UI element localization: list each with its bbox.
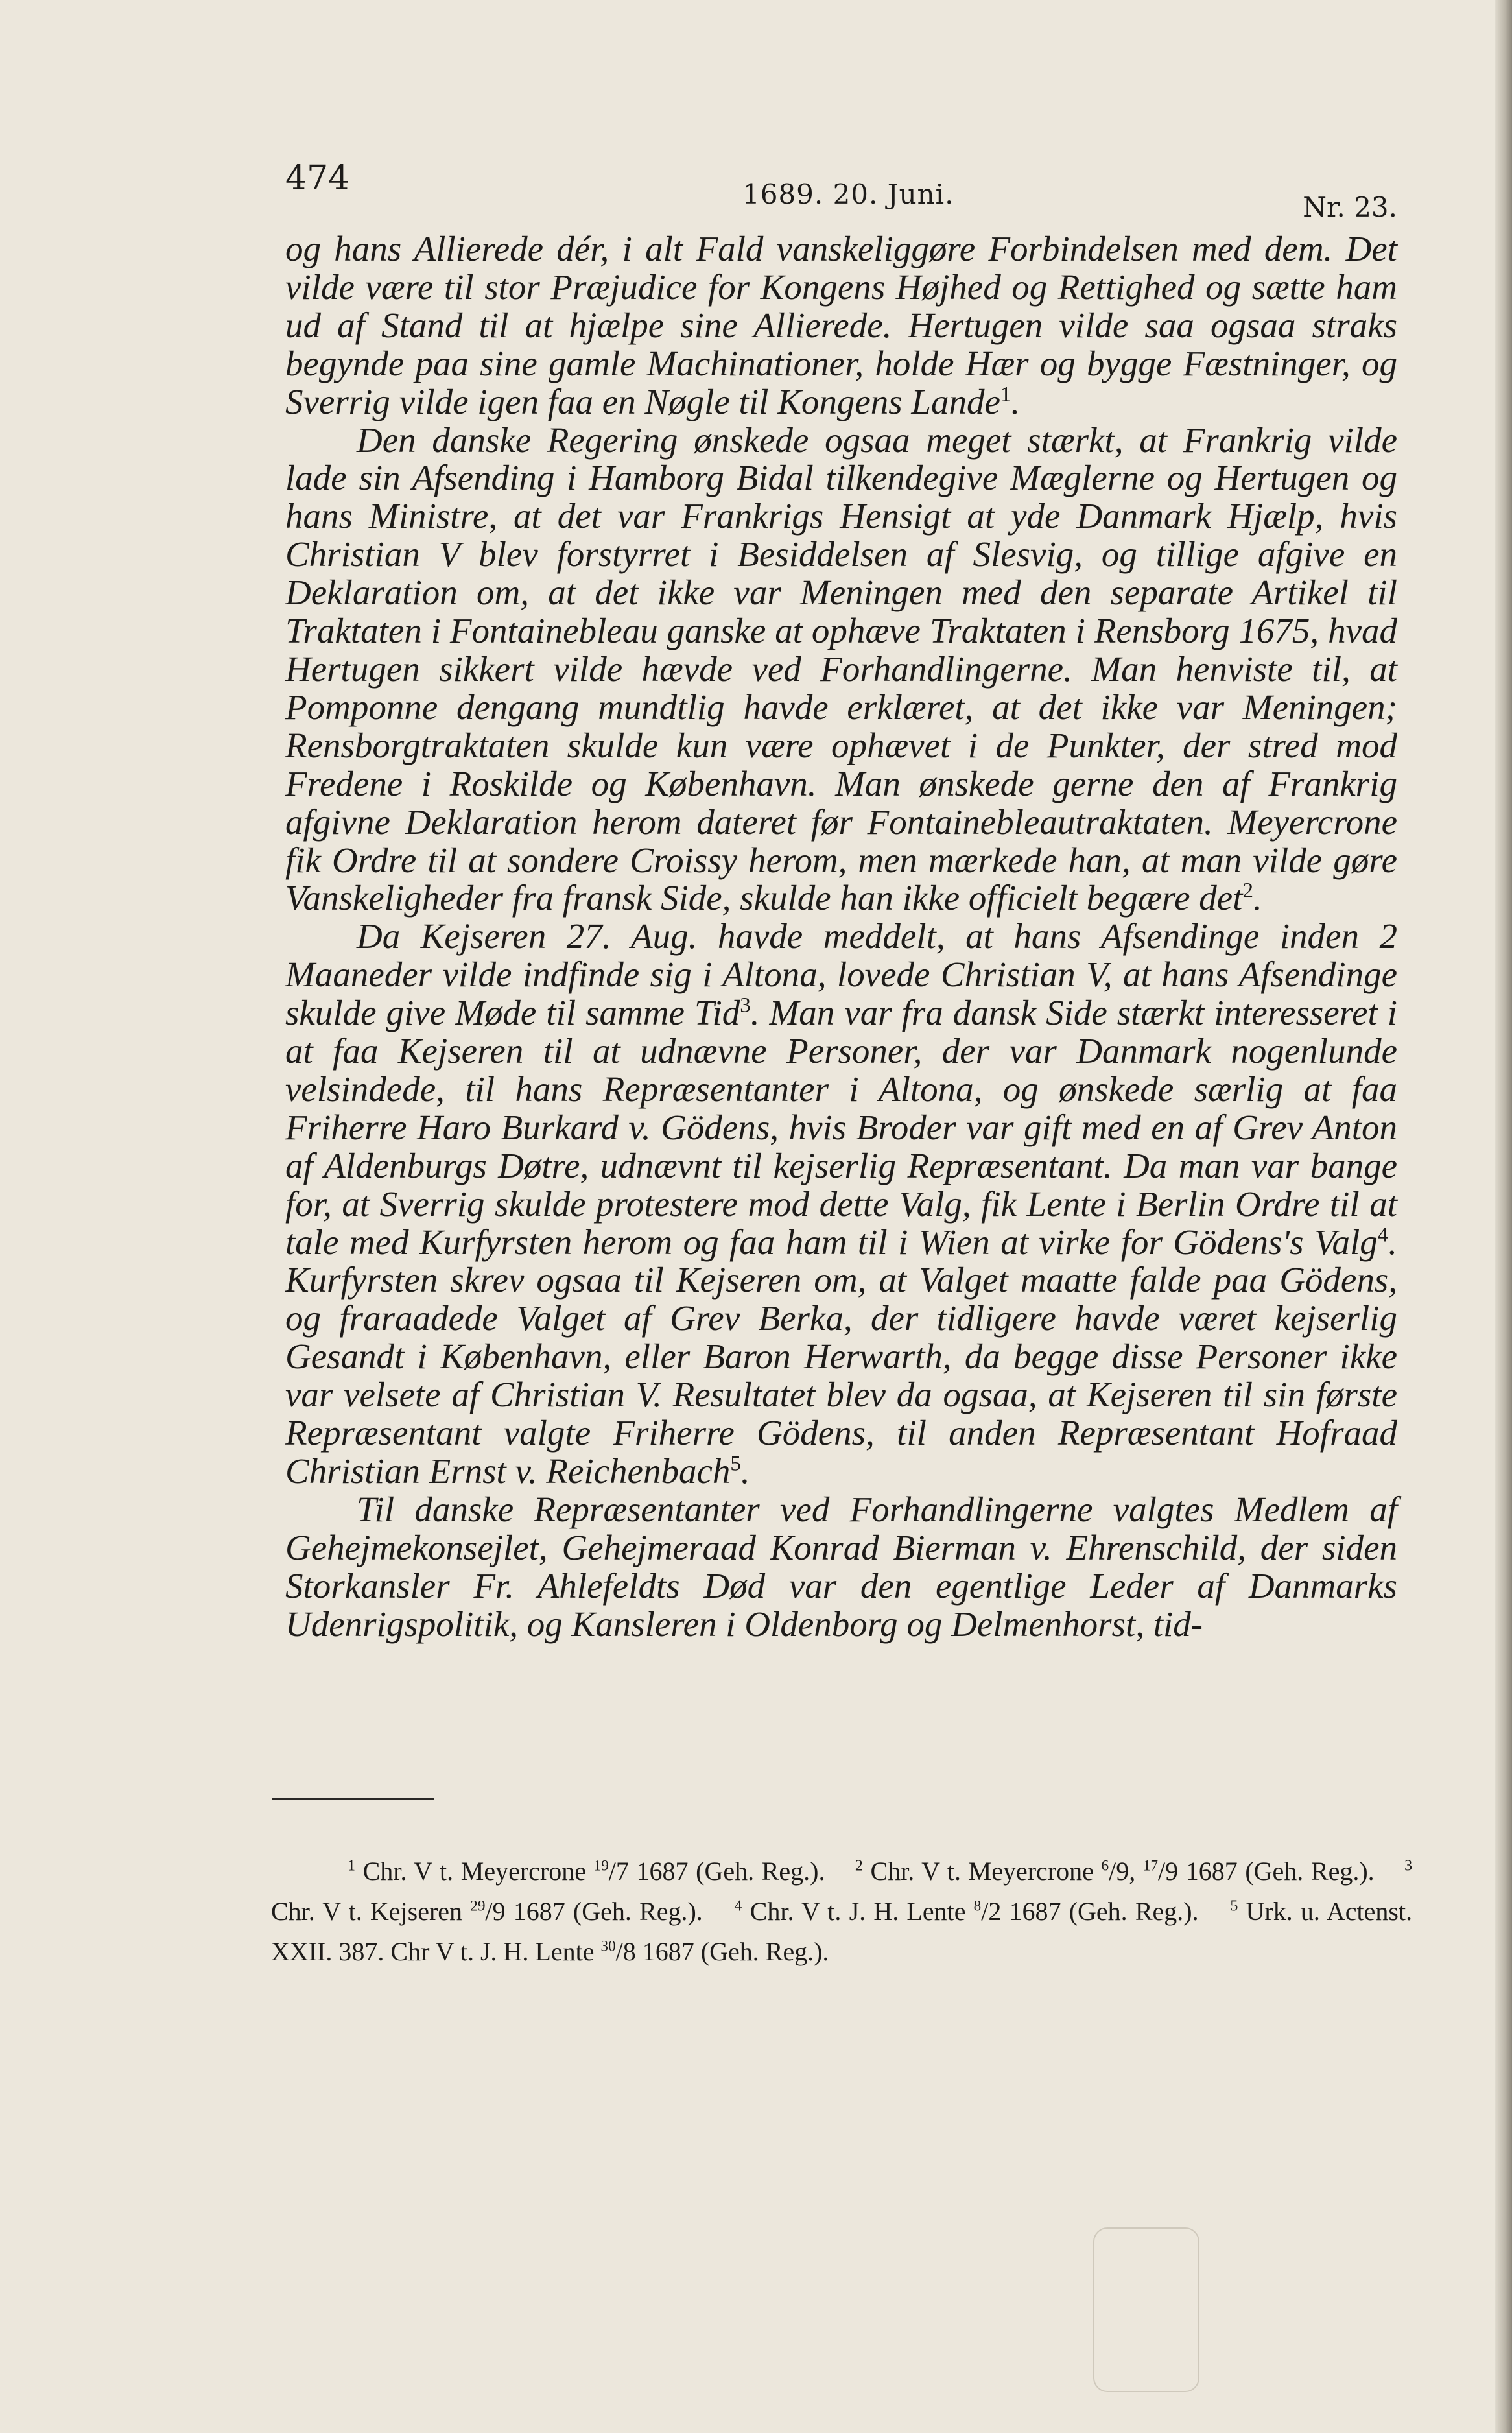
page-number: 474 (285, 159, 350, 198)
footnote-divider (272, 1798, 434, 1800)
body-text (285, 230, 1397, 1644)
footnote-mark: 3 (740, 993, 751, 1017)
footnote-mark: 5 (730, 1452, 741, 1476)
paragraph: Da Kejseren 27. Aug. havde meddelt, at hans Afsendinge inden 2 Maaneder vilde indfinde sig i Altona, lovede Christian V, at hans Afsendinge skulde give Møde til samme Tid$^3$. Man var fra dansk Side stærkt interesseret i at faa Kejseren til at udnævne Personer, der var Danmark nogenlunde velsindede, til hans Repræsentanter i Altona, og ønskede særlig at faa Friherre Haro Burkard v. Gödens, hvis Broder var gift med en af Grev Anton af Aldenburgs Døtre, udnævnt til kejserlig Repræsentant. Da man var bange for, at Sverrig skulde protestere mod dette Valg, fik Lente i Berlin Ordre til at tale med Kurfyrsten herom og faa ham til i Wien at virke for Gödens's Valg$^4$. Kurfyrsten skrev ogsaa til Kejseren om, at Valget maatte falde paa Gödens, og fraraadede Valget af Grev Berka, der tidligere havde været kejserlig Gesandt i København, eller Baron Herwarth, da begge disse Personer ikke var velsete af Christian V. Resultatet blev da ogsaa, at Kejseren til sin første Repræsentant valgte Friherre Gödens, til anden Repræsentant Hofraad Christian Ernst v. Reichenbach$^5$. (285, 916, 1397, 1491)
footnotes (271, 1851, 1412, 1972)
footnote-2: $^2$ Chr. V t. Meyercrone $^6$/9, $^{17}$/9 1687 (Geh. Reg.). (855, 1857, 1375, 1886)
footnote-4: $^4$ Chr. V t. J. H. Lente $^8$/2 1687 (Geh. Reg.). (734, 1897, 1199, 1926)
footnote-1: $^1$ Chr. V t. Meyercrone $^{19}$/7 1687 (Geh. Reg.). (348, 1857, 825, 1886)
paragraph: Den danske Regering ønskede ogsaa meget stærkt, at Frankrig vilde lade sin Afsending i Hamborg Bidal tilkendegive Mæglerne og Hertugen og hans Ministre, at det var Frankrigs Hensigt at yde Danmark Hjælp, hvis Christian V blev forstyrret i Besiddelsen af Slesvig, og tillige afgive en Deklaration om, at det ikke var Meningen med den separate Artikel til Traktaten i Fontainebleau ganske at ophæve Traktaten i Rensborg 1675, hvad Hertugen sikkert vilde hævde ved Forhandlingerne. Man henviste til, at Pomponne dengang mundtlig havde erklæret, at det ikke var Meningen; Rensborgtraktaten skulde kun være ophævet i de Punkter, der stred mod Fredene i Roskilde og København. Man ønskede gerne den af Frankrig afgivne Deklaration herom dateret før Fontainebleautraktaten. Meyercrone fik Ordre til at sondere Croissy herom, men mærkede han, at man vilde gøre Vanskeligheder fra fransk Side, skulde han ikke officielt begære $\det^2$. (285, 420, 1397, 918)
paragraph: Til danske Repræsentanter ved Forhandlingerne valgtes Medlem af Gehejmekonsejlet, Gehejmeraad Konrad Bierman v. Ehrenschild, der siden Storkansler Fr. Ahlefeldts Død var den egentlige Leder af Danmarks Udenrigspolitik, og Kansleren i Oldenborg og Delmenhorst, tid- (285, 1489, 1397, 1644)
page-edge (1495, 0, 1512, 2433)
footnote-mark: 2 (1242, 879, 1253, 903)
page-header (285, 159, 1397, 223)
scan-artifact (1093, 2227, 1199, 2392)
footnote-3: $^3$ Chr. V t. Kejseren $^{29}$/9 1687 (Geh. Reg.). (271, 1857, 1413, 1926)
footnote-mark: 1 (1000, 383, 1011, 407)
footnote-mark: 4 (1377, 1223, 1389, 1247)
running-title: 1689. 20. Juni. (742, 178, 954, 210)
document-number: Nr. 23. (1303, 191, 1397, 223)
paragraph: og hans Allierede dér, i alt Fald vanskeliggøre Forbindelsen med dem. Det vilde være til stor Præjudice for Kongens Højhed og Rettighed og sætte ham ud af Stand til at hjælpe sine Allierede. Hertugen vilde saa ogsaa straks begynde paa sine gamle Machinationer, holde Hær og bygge Fæstninger, og Sverrig vilde igen faa en Nøgle til Kongens Lande$^1$. (285, 229, 1397, 421)
footnote-5: $^5$ Urk. u. Actenst. XXII. 387. Chr V t. J. H. Lente $^{30}$/8 1687 (Geh. Reg.). (271, 1897, 1413, 1966)
